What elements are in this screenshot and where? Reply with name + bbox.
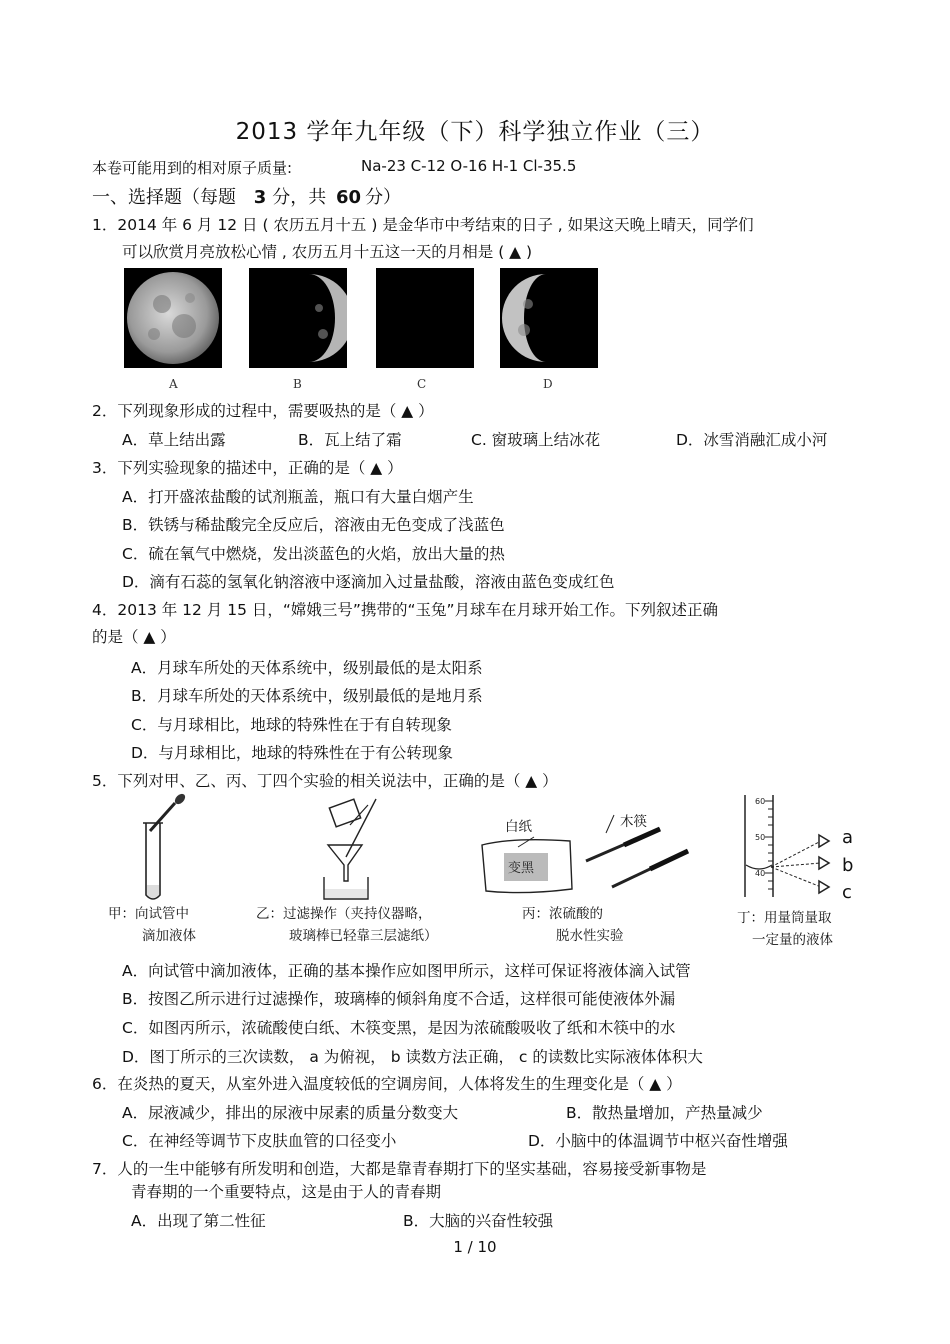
q2-option-b: B．瓦上结了霜 [298, 431, 402, 449]
moon-label-a: A [169, 377, 178, 391]
q6-option-b: B．散热量增加，产热量减少 [566, 1104, 763, 1122]
section-total: 60 [336, 187, 362, 208]
fig-ding-caption-2: 一定量的液体 [752, 932, 833, 948]
q2-option-c: C. 窗玻璃上结冰花 [471, 431, 601, 449]
fig-bing-caption-2: 脱水性实验 [556, 928, 624, 944]
q1-stem-line2: 可以欣赏月亮放松心情 , 农历五月十五这一天的月相是 ( ▲ ) [122, 243, 533, 261]
q5-option-d: D．图丁所示的三次读数， a 为俯视， b 读数方法正确， c 的读数比实际液体体积大 [122, 1048, 703, 1066]
moon-phase-a-image [124, 268, 222, 368]
q6-option-c: C．在神经等调节下皮肤血管的口径变小 [122, 1132, 397, 1150]
q2-option-d: D．冰雪消融汇成小河 [676, 431, 828, 449]
page-title: 2013 学年九年级（下）科学独立作业（三） [235, 119, 715, 145]
fig-jia-caption-2: 滴加液体 [142, 928, 196, 944]
cylinder-tick-60: 60 [755, 797, 766, 806]
fig-jia-caption-1: 甲：向试管中 [108, 906, 189, 922]
atomic-mass-values: Na-23 C-12 O-16 H-1 Cl-35.5 [361, 157, 577, 175]
paper-black-text: 变黑 [508, 861, 535, 876]
cylinder-tick-40: 40 [755, 869, 766, 878]
atomic-mass-label: 本卷可能用到的相对原子质量: [92, 159, 293, 177]
q7-option-b: B．大脑的兴奋性较强 [403, 1212, 554, 1230]
moon-label-d: D [543, 377, 553, 391]
label-white-paper: 白纸 [505, 819, 532, 835]
eye-label-b: b [842, 855, 854, 876]
fig-bing-caption-1: 丙：浓硫酸的 [522, 906, 603, 922]
cylinder-tick-50: 50 [755, 833, 766, 842]
q6-option-a: A．尿液减少，排出的尿液中尿素的质量分数变大 [122, 1104, 459, 1122]
q4-option-a: A．月球车所处的天体系统中，级别最低的是太阳系 [131, 659, 483, 677]
q4-option-c: C．与月球相比，地球的特殊性在于有自转现象 [131, 716, 452, 734]
q3-option-a: A．打开盛浓盐酸的试剂瓶盖，瓶口有大量白烟产生 [122, 488, 474, 506]
q3-option-b: B．铁锈与稀盐酸完全反应后，溶液由无色变成了浅蓝色 [122, 516, 505, 534]
q2-option-a: A．草上结出露 [122, 431, 226, 449]
q6-option-d: D．小脑中的体温调节中枢兴奋性增强 [528, 1132, 788, 1150]
section-prefix: 一、选择题（每题 [92, 187, 236, 208]
q4-stem-line2: 的是（ ▲ ） [92, 628, 176, 646]
moon-label-b: B [293, 377, 302, 391]
q5-option-b: B．按图乙所示进行过滤操作，玻璃棒的倾斜角度不合适，这样很可能使液体外漏 [122, 990, 676, 1008]
q1-stem-line1: 1．2014 年 6 月 12 日 ( 农历五月十五 ) 是金华市中考结束的日子 , 如果这天晚上晴天，同学们 [92, 216, 754, 234]
page-number: 1 / 10 [453, 1238, 497, 1256]
q4-option-b: B．月球车所处的天体系统中，级别最低的是地月系 [131, 687, 483, 705]
moon-phase-b-image [249, 268, 347, 368]
q5-stem: 5．下列对甲、乙、丙、丁四个实验的相关说法中，正确的是（ ▲ ） [92, 772, 558, 790]
moon-phase-c-image [376, 268, 474, 368]
eye-label-a: a [842, 827, 854, 848]
label-chopstick: 木筷 [620, 814, 647, 830]
section-mid: 分，共 [272, 187, 327, 208]
section-heading [92, 183, 401, 209]
filtration-figure [310, 795, 400, 905]
fig-ding-caption-1: 丁：用量筒量取 [737, 910, 832, 926]
eye-label-c: c [842, 882, 852, 903]
fig-yi-caption-1: 乙：过滤操作（夹持仪器略， [256, 906, 432, 922]
q2-stem: 2．下列现象形成的过程中，需要吸热的是（ ▲ ） [92, 402, 434, 420]
q4-stem-line1: 4．2013 年 12 月 15 日，“嫦娥三号”携带的“玉兔”月球车在月球开始工作。下列叙述正确 [92, 601, 719, 619]
q3-stem: 3．下列实验现象的描述中，正确的是（ ▲ ） [92, 459, 403, 477]
q4-option-d: D．与月球相比，地球的特殊性在于有公转现象 [131, 744, 453, 762]
moon-label-c: C [417, 377, 427, 391]
q3-option-d: D．滴有石蕊的氢氧化钠溶液中逐滴加入过量盐酸，溶液由蓝色变成红色 [122, 573, 615, 591]
q3-option-c: C．硫在氧气中燃烧，发出淡蓝色的火焰，放出大量的热 [122, 545, 505, 563]
q5-option-c: C．如图丙所示，浓硫酸使白纸、木筷变黑，是因为浓硫酸吸收了纸和木筷中的水 [122, 1019, 676, 1037]
section-suffix: 分） [365, 187, 402, 208]
q6-stem: 6．在炎热的夏天，从室外进入温度较低的空调房间，人体将发生的生理变化是（ ▲ ） [92, 1075, 682, 1093]
fig-yi-caption-2: 玻璃棒已轻靠三层滤纸） [289, 928, 438, 944]
section-score: 3 [253, 187, 267, 208]
q5-option-a: A．向试管中滴加液体，正确的基本操作应如图甲所示，这样可保证将液体滴入试管 [122, 962, 691, 980]
q7-stem-line2: 青春期的一个重要特点，这是由于人的青春期 [131, 1183, 442, 1201]
test-tube-dropper-figure [120, 795, 200, 905]
q7-stem-line1: 7．人的一生中能够有所发明和创造，大都是靠青春期打下的坚实基础，容易接受新事物是 [92, 1160, 707, 1178]
q7-option-a: A．出现了第二性征 [131, 1212, 266, 1230]
paper-chopstick-figure [474, 815, 689, 905]
moon-phase-d-image [500, 268, 598, 368]
